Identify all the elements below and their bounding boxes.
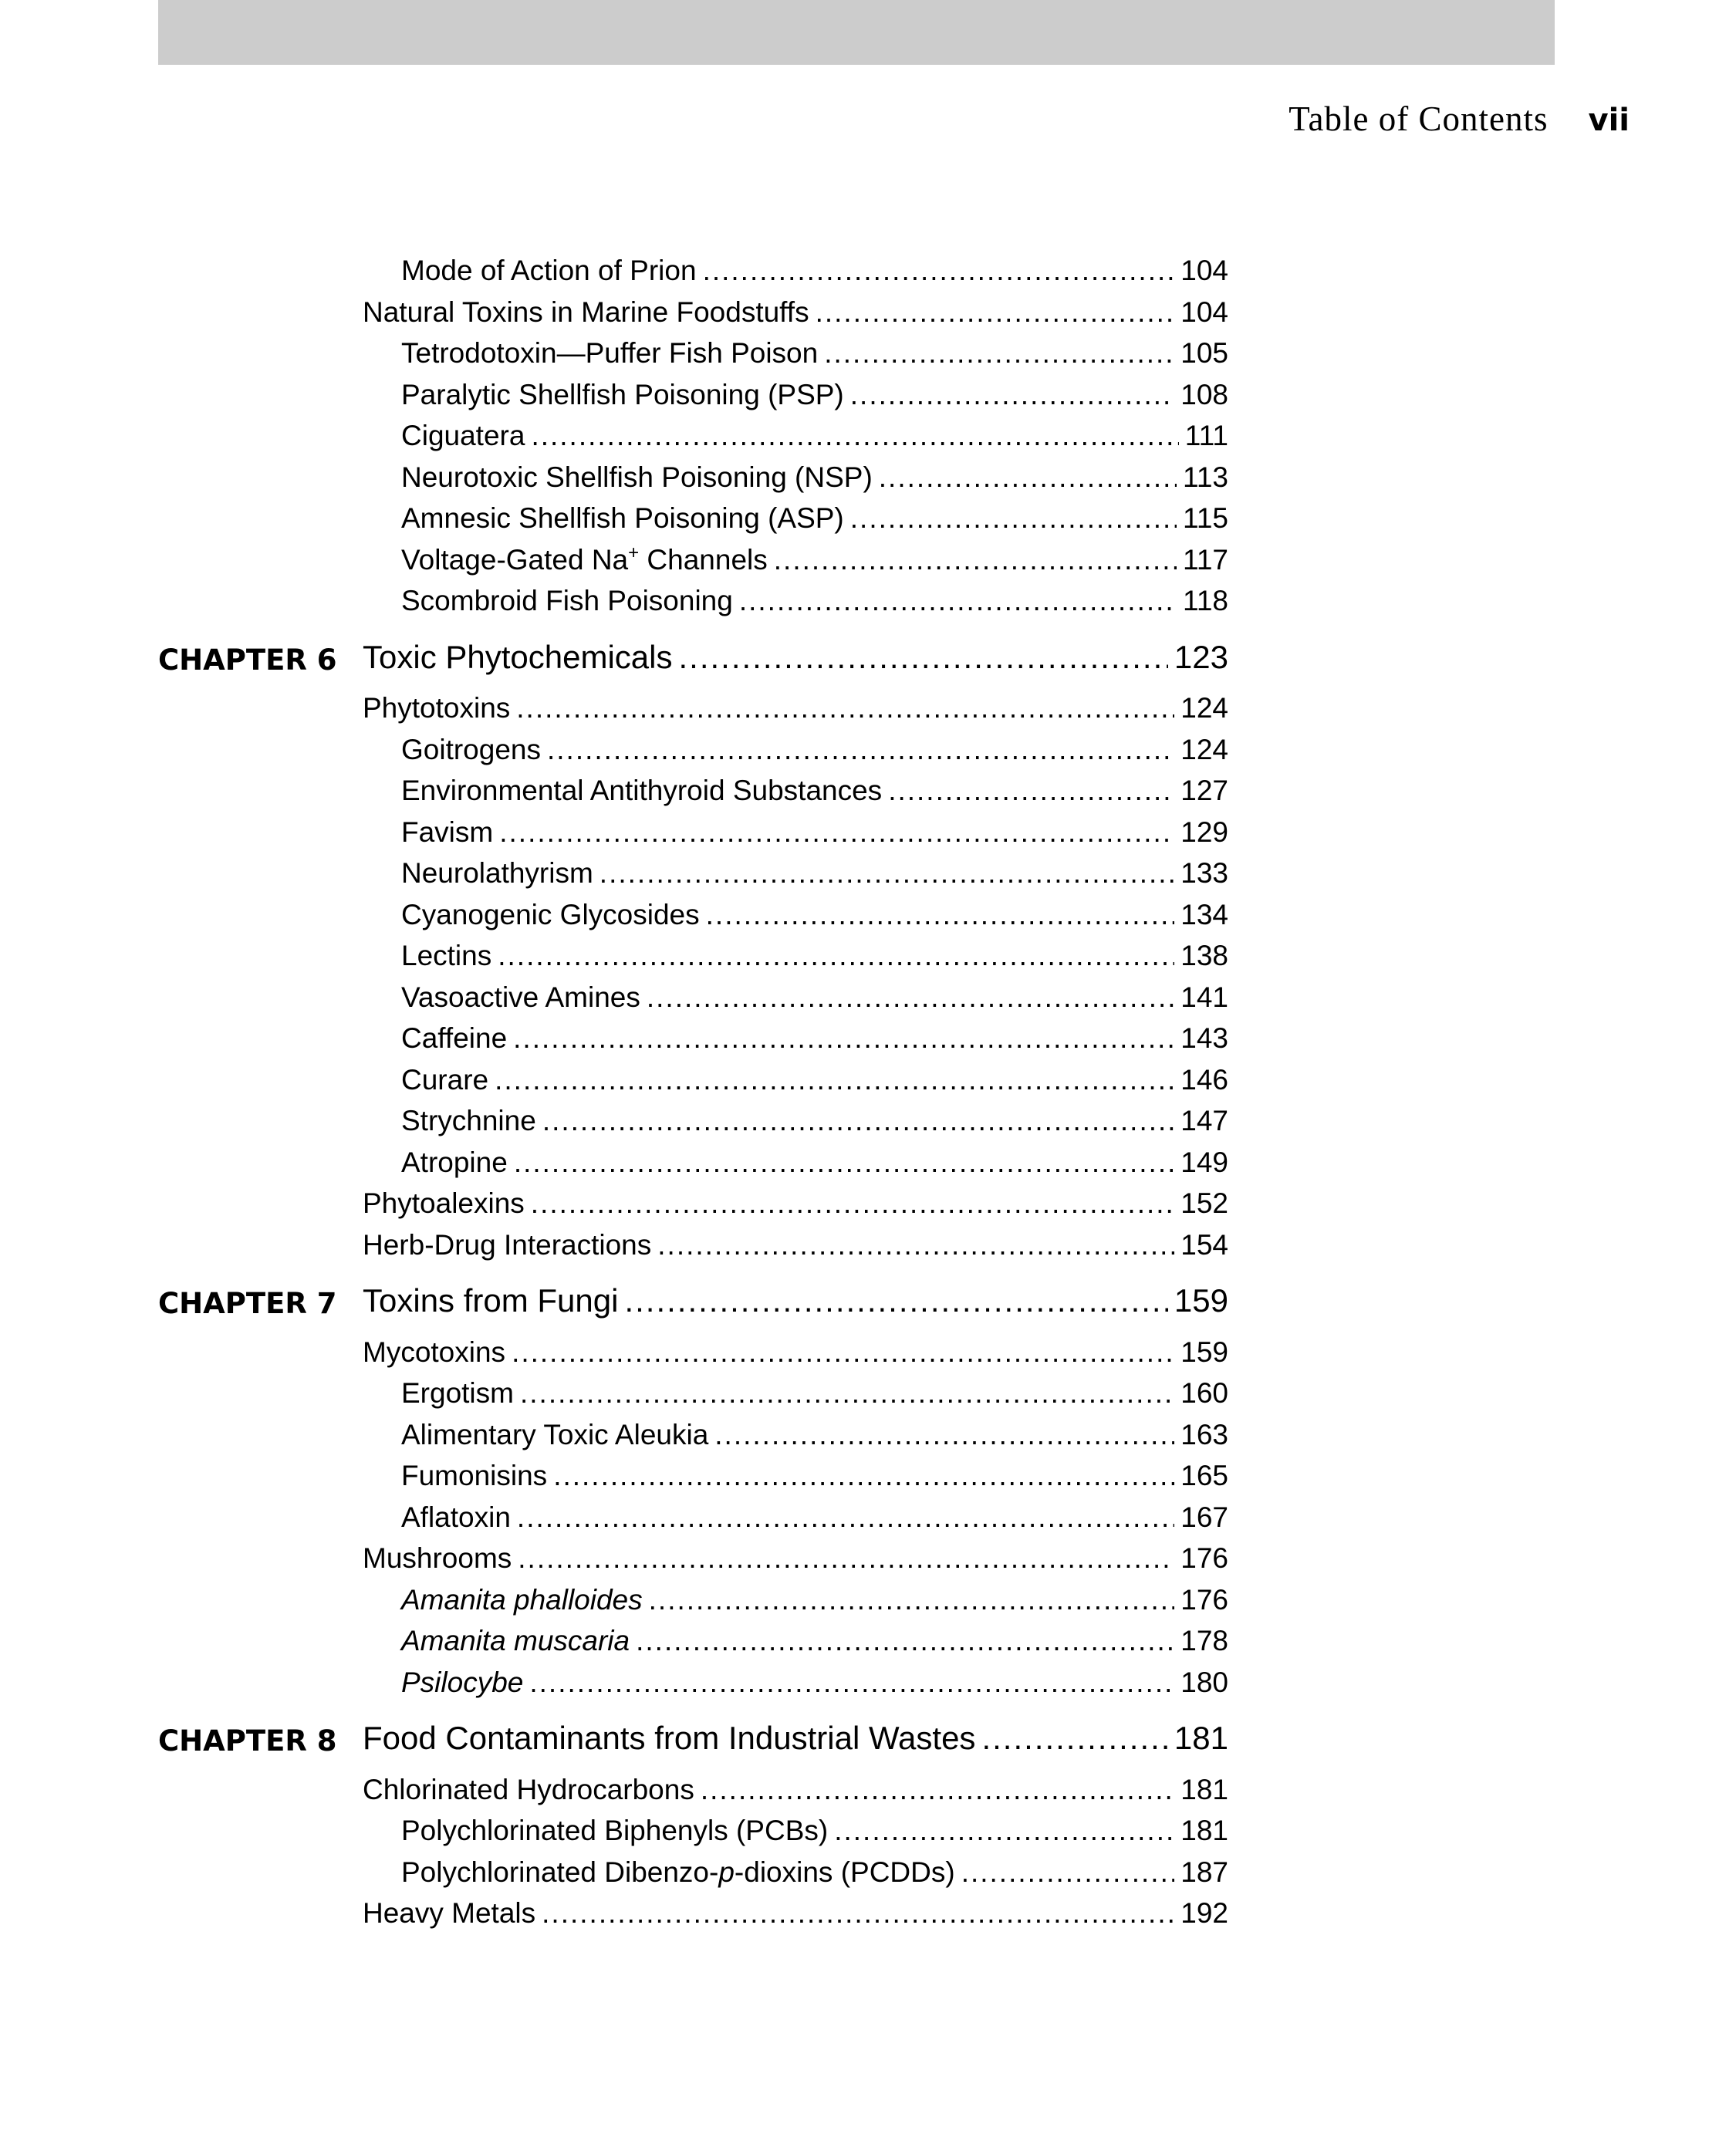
toc-entry[interactable] [401, 899, 1228, 931]
dot-leader [513, 1022, 1174, 1055]
toc-entry-title: Goitrogens [401, 733, 541, 765]
toc-entry[interactable] [401, 775, 1228, 807]
dot-leader [636, 1625, 1174, 1657]
toc-entry-title: Atropine [401, 1146, 508, 1178]
toc-page-number: 149 [1180, 1146, 1228, 1178]
dot-leader [518, 1542, 1174, 1575]
dot-leader [512, 1336, 1174, 1369]
dot-leader [678, 639, 1167, 676]
toc-page-number: 143 [1180, 1022, 1228, 1054]
toc-entry-title: Toxic Phytochemicals [363, 638, 673, 675]
toc-entry[interactable] [401, 1377, 1228, 1410]
toc-page-number: 124 [1180, 733, 1228, 765]
dot-leader [516, 692, 1174, 724]
toc-entry-title: Polychlorinated Biphenyls (PCBs) [401, 1815, 829, 1846]
toc-entry-title: Lectins [401, 940, 492, 971]
toc-entry[interactable] [401, 981, 1228, 1014]
toc-entry-title: Cyanogenic Glycosides [401, 898, 700, 930]
toc-page-number: 178 [1180, 1625, 1228, 1656]
toc-entry[interactable] [401, 940, 1228, 972]
toc-entry[interactable] [401, 1856, 1228, 1889]
toc-entry[interactable] [401, 1667, 1228, 1699]
toc-entry[interactable] [401, 857, 1228, 890]
toc-page-number: 163 [1180, 1418, 1228, 1450]
toc-page-number: 138 [1180, 940, 1228, 971]
dot-leader [706, 899, 1175, 931]
toc-page-number: 124 [1180, 692, 1228, 724]
toc-entry-title: Amanita muscaria [401, 1625, 630, 1656]
dot-leader [542, 1897, 1174, 1930]
toc-entry[interactable] [401, 734, 1228, 766]
toc-page-number: 117 [1183, 543, 1228, 576]
toc-page-number: 159 [1180, 1336, 1228, 1368]
dot-leader [531, 1187, 1174, 1220]
toc-entry-title: Favism [401, 816, 494, 848]
page-numeral: vii [1588, 103, 1630, 138]
toc-entry-title: Scombroid Fish Poisoning [401, 585, 733, 616]
toc-page-number: 104 [1180, 255, 1228, 286]
toc-page-number: 181 [1180, 1815, 1228, 1846]
dot-leader [701, 1774, 1174, 1806]
toc-entry-title: Neurotoxic Shellfish Poisoning (NSP) [401, 461, 873, 493]
dot-leader [649, 1584, 1175, 1616]
dot-leader [961, 1856, 1175, 1889]
toc-entry[interactable] [401, 1625, 1228, 1657]
dot-leader [981, 1720, 1167, 1757]
toc-page-number: 111 [1184, 420, 1228, 451]
toc-page-number: 159 [1174, 1282, 1228, 1319]
toc-entry-title: Strychnine [401, 1105, 536, 1136]
dot-leader [542, 1105, 1174, 1137]
toc-entry[interactable] [401, 1146, 1228, 1179]
toc-entry-title: Tetrodotoxin—Puffer Fish Poison [401, 337, 819, 369]
toc-entry[interactable] [363, 296, 1228, 329]
toc-chapter-row[interactable] [363, 1282, 1228, 1319]
toc-page-number: 154 [1180, 1228, 1228, 1261]
toc-entry-title: Neurolathyrism [401, 857, 593, 889]
toc-page-number: 113 [1183, 461, 1228, 493]
dot-leader [517, 1501, 1174, 1534]
toc-page-number: 167 [1180, 1501, 1228, 1533]
toc-page-number: 187 [1180, 1856, 1228, 1888]
toc-page-number: 108 [1180, 378, 1228, 410]
toc-entry[interactable] [401, 420, 1228, 452]
toc-page-number: 176 [1180, 1542, 1228, 1574]
dot-leader [657, 1229, 1174, 1261]
toc-entry-title: Environmental Antithyroid Substances [401, 775, 883, 806]
toc-entry-title: Chlorinated Hydrocarbons [363, 1773, 694, 1805]
dot-leader [520, 1377, 1174, 1410]
dot-leader [529, 1667, 1174, 1699]
toc-entry[interactable] [401, 379, 1228, 411]
toc-page-number: 160 [1180, 1377, 1228, 1409]
toc-entry[interactable] [363, 1542, 1228, 1575]
toc-entry-title: Natural Toxins in Marine Foodstuffs [363, 295, 809, 328]
dot-leader [879, 461, 1177, 494]
toc-entry[interactable] [363, 1229, 1228, 1261]
toc-entry[interactable] [401, 1815, 1228, 1847]
toc-page-number: 146 [1180, 1063, 1228, 1096]
dot-leader [739, 585, 1177, 617]
toc-entry-title: Alimentary Toxic Aleukia [401, 1418, 709, 1450]
toc-entry-title: Ciguatera [401, 420, 525, 451]
toc-page-number: 134 [1180, 898, 1228, 930]
toc-entry[interactable] [401, 255, 1228, 287]
toc-chapter-row[interactable] [363, 639, 1228, 676]
toc-page-number: 176 [1180, 1583, 1228, 1616]
dot-leader [850, 379, 1175, 411]
toc-entry-title: Mode of Action of Prion [401, 255, 697, 286]
toc-entry-title: Heavy Metals [363, 1897, 536, 1929]
toc-entry[interactable] [401, 1584, 1228, 1616]
dot-leader [703, 255, 1175, 287]
toc-page-number: 129 [1180, 816, 1228, 848]
dot-leader [531, 420, 1178, 452]
toc-entry-title: Toxins from Fungi [363, 1282, 619, 1319]
toc-page-number: 165 [1180, 1460, 1228, 1491]
toc-page-number: 152 [1180, 1187, 1228, 1219]
running-header [1288, 99, 1630, 139]
dot-leader [547, 734, 1174, 766]
dot-leader [816, 296, 1175, 329]
toc-entry-title: Voltage-Gated Na+ Channels [401, 542, 768, 576]
toc-entry-title: Food Contaminants from Industrial Wastes [363, 1720, 976, 1756]
dot-leader [714, 1419, 1174, 1451]
toc-page-number: 123 [1174, 638, 1228, 675]
toc-entry[interactable] [401, 585, 1228, 617]
toc-entry-title: Mushrooms [363, 1542, 512, 1574]
dot-leader [647, 981, 1174, 1014]
top-gray-bar [158, 0, 1555, 65]
toc-page-number: 180 [1180, 1666, 1228, 1698]
toc-entry[interactable] [401, 544, 1228, 576]
toc-entry-title: Ergotism [401, 1377, 514, 1409]
dot-leader [514, 1146, 1174, 1179]
dot-leader [624, 1282, 1167, 1319]
toc-entry[interactable] [363, 1336, 1228, 1369]
toc-entry[interactable] [401, 816, 1228, 849]
toc-page-number: 118 [1183, 585, 1228, 616]
toc-entry[interactable] [401, 502, 1228, 535]
toc-entry-title: Mycotoxins [363, 1336, 506, 1368]
toc-entry-title: Paralytic Shellfish Poisoning (PSP) [401, 378, 844, 410]
toc-entry[interactable] [401, 337, 1228, 370]
toc-entry-title: Fumonisins [401, 1460, 548, 1491]
toc-page-number: 115 [1183, 502, 1228, 534]
dot-leader [499, 816, 1174, 849]
toc-entry-title: Caffeine [401, 1022, 508, 1054]
toc-entry[interactable] [401, 1501, 1228, 1534]
toc-entry[interactable] [401, 1022, 1228, 1055]
toc-entry-title: Phytoalexins [363, 1187, 525, 1219]
chapter-label: CHAPTER 8 [158, 1724, 337, 1758]
toc-page-number: 127 [1180, 775, 1228, 806]
toc-page-number: 192 [1180, 1897, 1228, 1929]
toc-entry-title: Vasoactive Amines [401, 981, 640, 1013]
toc-entry[interactable] [401, 1419, 1228, 1451]
toc-entry[interactable] [401, 1105, 1228, 1137]
chapter-label: CHAPTER 6 [158, 643, 337, 677]
toc-entry-title: Polychlorinated Dibenzo-p-dioxins (PCDDs) [401, 1856, 955, 1888]
chapter-label: CHAPTER 7 [158, 1287, 337, 1320]
toc-entry-title: Herb-Drug Interactions [363, 1228, 652, 1261]
toc-entry[interactable] [401, 1460, 1228, 1492]
toc-page-number: 181 [1174, 1720, 1228, 1756]
dot-leader [599, 857, 1174, 890]
toc-entry-title: Phytotoxins [363, 692, 511, 724]
toc-entry-title: Curare [401, 1063, 489, 1096]
toc-entry-title: Amanita phalloides [401, 1583, 643, 1616]
toc-entry-title: Amnesic Shellfish Poisoning (ASP) [401, 502, 844, 534]
dot-leader [553, 1460, 1174, 1492]
dot-leader [888, 775, 1174, 807]
toc-page-number: 133 [1180, 857, 1228, 889]
dot-leader [834, 1815, 1174, 1847]
dot-leader [850, 502, 1177, 535]
dot-leader [774, 544, 1177, 576]
toc-entry[interactable] [363, 1187, 1228, 1220]
dot-leader [495, 1064, 1174, 1096]
toc-page-number: 105 [1180, 337, 1228, 369]
toc-entry[interactable] [363, 1774, 1228, 1806]
toc-entry[interactable] [363, 1897, 1228, 1930]
toc-entry-title: Aflatoxin [401, 1501, 511, 1533]
toc-entry[interactable] [401, 1064, 1228, 1096]
toc-entry[interactable] [401, 461, 1228, 494]
dot-leader [498, 940, 1174, 972]
toc-page-number: 181 [1180, 1773, 1228, 1805]
toc-entry[interactable] [363, 692, 1228, 724]
toc-page-number: 141 [1180, 981, 1228, 1013]
toc-entry-title: Psilocybe [401, 1666, 524, 1698]
dot-leader [824, 337, 1174, 370]
running-header-title: Table of Contents [1288, 100, 1549, 138]
toc-page-number: 147 [1180, 1105, 1228, 1136]
toc-chapter-row[interactable] [363, 1720, 1228, 1757]
toc-page-number: 104 [1180, 295, 1228, 328]
